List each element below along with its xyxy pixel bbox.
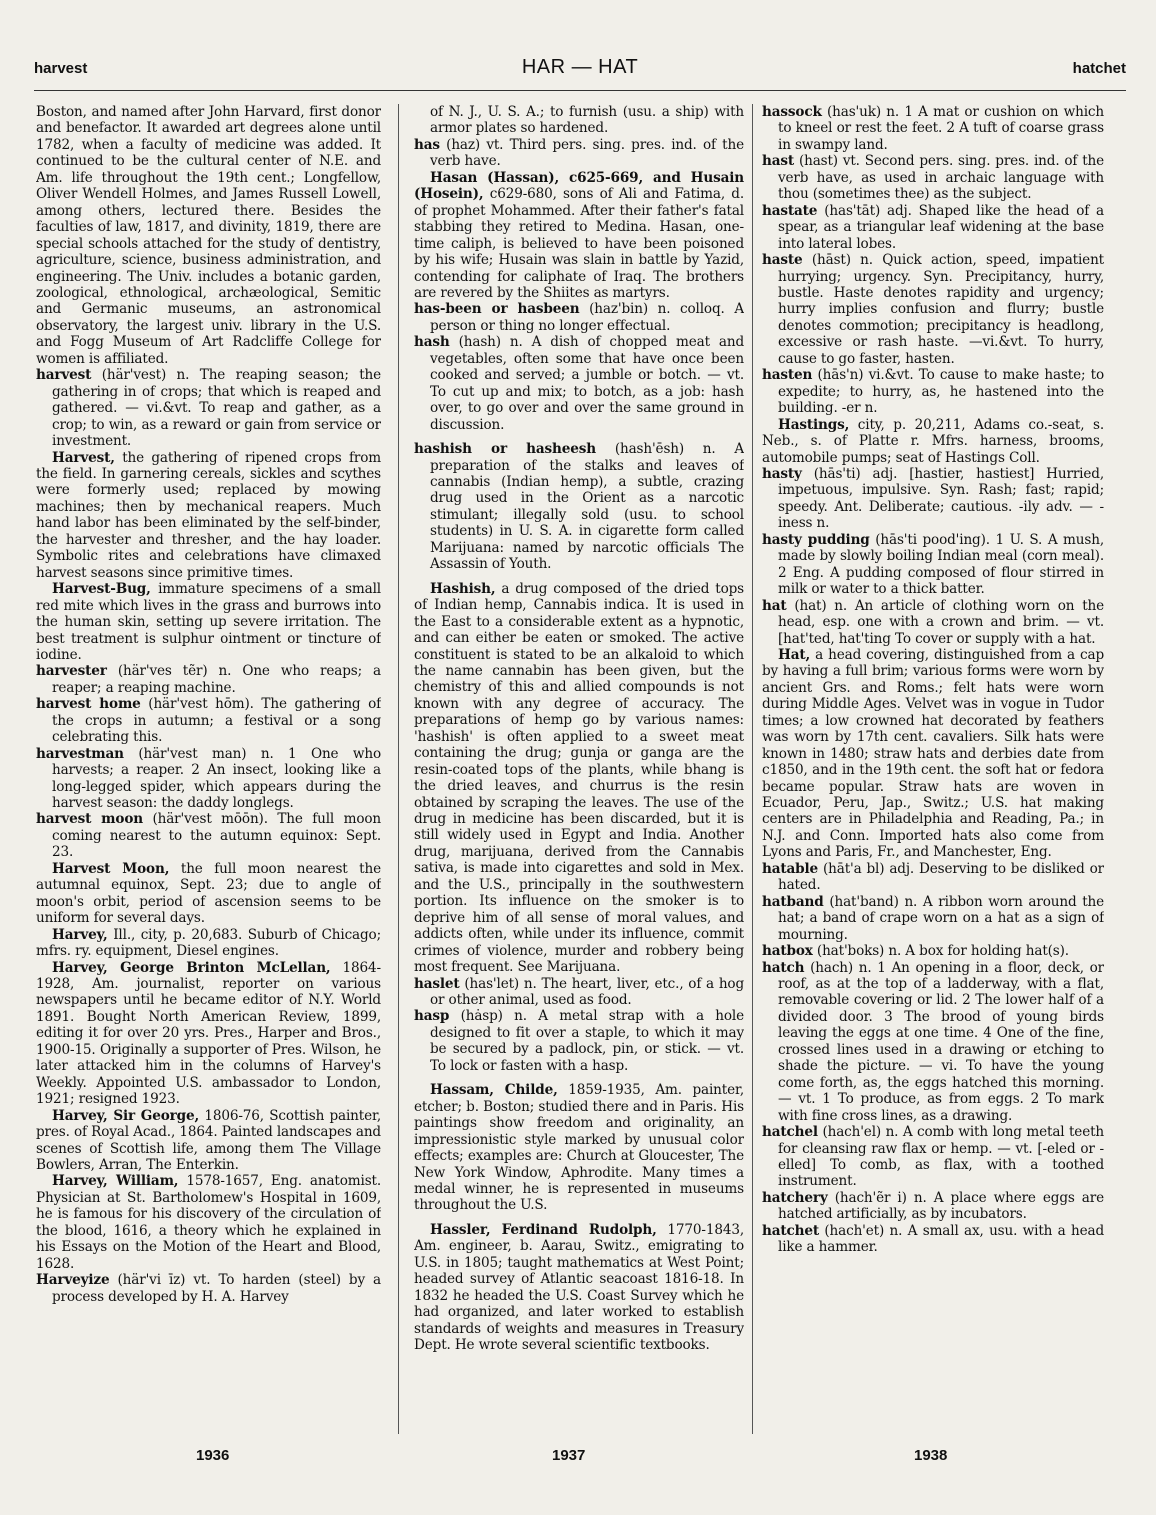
dictionary-entry	[36, 811, 381, 860]
definition-text: 1806-76, Scottish painter, pres. of Royal Acad., 1864. Painted landscapes and scenes of Scottish life, among them The Village Bowlers, Arran, The Enterkin.	[36, 1107, 381, 1173]
definition-text: a head covering, distinguished from a cap by having a full brim; various forms were worn by ancient Grs. and Roms.; felt hats were worn during Middle Ages. Velvet was in vogue in Tudor times; a low crowned hat decorated by feathers was worn by 17th cent. cavaliers. Silk hats were known in 1480; straw hats and derbies date from c1850, and in the 19th cent. the soft hat or fedora became popular. Straw hats are woven in Ecuador, Peru, Jap., Switz.; U.S. hat making centers are in Philadelphia and Reading, Pa.; in N.J. and Conn. Imported hats also come from Lyons and Paris, Fr., and Manchester, Eng.	[762, 646, 1104, 861]
definition-text: 1578-1657, Eng. anatomist. Physician at St. Bartholomew's Hospital in 1609, he is famous for his discovery of the circulation of the blood, 1616, a theory which he explained in his Essays on the Motion of the Heart and Blood, 1628.	[36, 1173, 381, 1272]
dictionary-entry	[762, 1190, 1104, 1223]
column-divider	[398, 104, 399, 1434]
definition-text: immature specimens of a small red mite which lives in the grass and burrows into the human skin, setting up severe irritation. The best treatment is sulphur ointment or tincture of iodine.	[36, 581, 381, 663]
entry-gap	[414, 1074, 744, 1082]
headword: Harvest-Bug,	[52, 581, 151, 598]
entry-gap	[414, 573, 744, 581]
headword: Hastings,	[778, 416, 850, 433]
definition-text: the full moon nearest the autumnal equinox, Sept. 23; due to angle of moon's orbit, period of ascension seems to be uniform for several days.	[36, 860, 381, 927]
page-number-right: 1938	[914, 1447, 948, 1464]
headword: Harvey, George Brinton McLellan,	[52, 959, 331, 976]
definition-text: 1859-1935, Am. painter, etcher; b. Boston; studied there and in Paris. His paintings show freedom and originality, an impressionistic style marked by unusual color effects; examples are: Church at Gloucester, The New York Window, Aphrodite. Many times a medal winner, he is represented in museums throughout the U.S.	[414, 1082, 744, 1214]
dictionary-entry	[414, 137, 744, 170]
headword: hatable	[762, 860, 819, 877]
headword: hasp	[414, 1008, 450, 1025]
definition-text: (has'tāt) adj. Shaped like the head of a spear, as a triangular leaf widening at the base into lateral lobes.	[778, 202, 1104, 252]
dictionary-entry	[414, 441, 744, 573]
definition-text: 1770-1843, Am. engineer, b. Aarau, Switz., emigrating to U.S. in 1805; taught mathematics at West Point; headed survey of Atlantic seacoast 1816-18. In 1832 he headed the U.S. Coast Survey which he had organized, and later worked to establish standards of weights and measures in Treasury Dept. He wrote several scientific textbooks.	[414, 1221, 744, 1354]
definition-text: (hās'ti) adj. [hastier, hastiest] Hurried, impetuous, impulsive. Syn. Rash; fast; rapid; speedy. Ant. Deliberate; cautious. -ily adv. — -iness n.	[778, 465, 1104, 532]
encyclopedic-entry	[762, 417, 1104, 466]
headword: Harveyize	[36, 1272, 110, 1289]
encyclopedic-entry	[36, 927, 381, 960]
page-header	[34, 56, 1126, 86]
definition-text: (här'vest mōōn). The full moon coming nearest to the autumn equinox: Sept. 23.	[52, 811, 381, 861]
headword: haste	[762, 252, 803, 269]
headword: has-been or hasbeen	[414, 301, 580, 318]
dictionary-entry	[414, 104, 744, 137]
headword: hatbox	[762, 943, 813, 960]
dictionary-entry	[762, 894, 1104, 943]
dictionary-entry	[762, 861, 1104, 894]
definition-text: (här'vest man) n. 1 One who harvests; a reaper. 2 An insect, looking like a long-legged spider, which appears during the harvest season: the daddy longlegs.	[52, 745, 381, 812]
dictionary-entry	[36, 746, 381, 812]
dictionary-entry	[762, 252, 1104, 367]
dictionary-entry	[762, 598, 1104, 647]
encyclopedic-entry	[36, 1108, 381, 1174]
encyclopedic-entry	[36, 1173, 381, 1272]
definition-text: Ill., city, p. 20,683. Suburb of Chicago; mfrs. ry. equipment, Diesel engines.	[36, 926, 381, 960]
definition-text: (haz'bin) n. colloq. A person or thing no longer effectual.	[430, 301, 744, 334]
definition-text: c629-680, sons of Ali and Fatima, d. of prophet Mohammed. After their father's fatal stabbing they retired to Medina. Hasan, one-time caliph, is believed to have been poisoned by his wife; Husain was slain in battle by Yazid, contending for caliphate of Iraq. The brothers are revered by the Shiites as martyrs.	[414, 186, 744, 301]
dictionary-entry	[762, 153, 1104, 202]
page-number-left: 1936	[196, 1447, 230, 1464]
dictionary-entry	[36, 104, 381, 367]
headword: Hassler, Ferdinand Rudolph,	[430, 1221, 657, 1238]
headword: hashish or hasheesh	[414, 441, 597, 458]
headword: hatchery	[762, 1189, 828, 1206]
dictionary-entry	[762, 1124, 1104, 1190]
dictionary-entry	[762, 367, 1104, 416]
definition-text: city, p. 20,211, Adams co.-seat, s. Neb., s. of Platte r. Mfrs. harness, brooms, automobile pumps; seat of Hastings Coll.	[762, 416, 1104, 466]
guide-word-left: harvest	[34, 60, 88, 77]
definition-text: (hast) vt. Second pers. sing. pres. ind. of the verb have, as used in archaic language with thou (sometimes thee) as the subject.	[778, 153, 1104, 203]
headword: hatchet	[762, 1222, 820, 1239]
definition-text: (här'vest hōm). The gathering of the crops in autumn; a festival or a song celebrating this.	[52, 696, 381, 746]
definition-text: of N. J., U. S. A.; to furnish (usu. a ship) with armor plates so hardened.	[430, 104, 744, 137]
headword: Hassam, Childe,	[430, 1082, 558, 1099]
headword: hasten	[762, 367, 813, 384]
definition-text: (haz) vt. Third pers. sing. pres. ind. of the verb have.	[430, 136, 744, 170]
definition-text: (hās'n) vi.&vt. To cause to make haste; to expedite; to hurry, as, he hastened into the building. -er n.	[778, 367, 1104, 417]
definition-text: (hach'et) n. A small ax, usu. with a head like a hammer.	[778, 1222, 1104, 1256]
headword: hast	[762, 153, 795, 170]
headword: Harvest Moon,	[52, 860, 170, 877]
headword: hastate	[762, 202, 818, 219]
entry-gap	[414, 433, 744, 441]
dictionary-entry	[414, 1008, 744, 1074]
definition-text: (hat'boks) n. A box for holding hat(s).	[816, 943, 1069, 960]
column-2	[414, 104, 744, 1434]
dictionary-entry	[762, 960, 1104, 1125]
headword: harvester	[36, 663, 107, 680]
headword: hasty pudding	[762, 531, 870, 548]
encyclopedic-entry	[414, 170, 744, 302]
encyclopedic-entry	[414, 1222, 744, 1354]
encyclopedic-entry	[36, 581, 381, 663]
headword: Hasan (Hassan), c625-669, and Husain (Hosein),	[414, 169, 744, 203]
headword: haslet	[414, 975, 460, 992]
headword: Harvest,	[52, 449, 115, 466]
running-head: HAR — HAT	[521, 56, 639, 78]
dictionary-entry	[414, 301, 744, 334]
dictionary-entry	[762, 532, 1104, 598]
definition-text: (hash'ēsh) n. A preparation of the stalks and leaves of cannabis (Indian hemp), a subtle, crazing drug used in the Orient as a narcotic stimulant; illegally sold (usu. to school students) in U. S. A. in cigarette form called Marijuana: named by narcotic officials The Assassin of Youth.	[430, 441, 744, 573]
column-3	[762, 104, 1104, 1434]
encyclopedic-entry	[414, 581, 744, 976]
headword: hasty	[762, 465, 802, 482]
encyclopedic-entry	[36, 450, 381, 582]
dictionary-entry	[36, 696, 381, 745]
definition-text: (has'let) n. The heart, liver, etc., of a hog or other animal, used as food.	[430, 975, 744, 1009]
headword: Harvey,	[52, 926, 108, 943]
headword: hash	[414, 334, 450, 351]
definition-text: the gathering of ripened crops from the field. In garnering cereals, sickles and scythes were formerly used; replaced by mowing machines; then by mechanical reapers. Much hand labor has been eliminated by the self-binder, the harvester and thresher, and the hay loader. Symbolic rites and celebrations have climaxed harvest seasons since primitive times.	[36, 449, 381, 581]
headword: harvest	[36, 367, 92, 384]
definition-text: Boston, and named after John Harvard, first donor and benefactor. It awarded art degrees alone until 1782, when a faculty of medicine was added. It continued to be the cultural center of N.E. and Am. life throughout the 19th cent.; Longfellow, Oliver Wendell Holmes, and James Russell Lowell, among others, lectured there. Besides the faculties of law, 1817, and divinity, 1819, there are special schools attached for the study of dentistry, agriculture, science, business administration, and engineering. The Univ. includes a botanic garden, zoological, ethnological, archæological, Semitic and Germanic museums, an astronomical observatory, the largest univ. library in the U.S. and Fogg Museum of Art Radcliffe College for women is affiliated.	[36, 104, 381, 367]
dictionary-entry	[414, 976, 744, 1009]
definition-text: (hās'ti pood'ing). 1 U. S. A mush, made by slowly boiling Indian meal (corn meal). 2 Eng. A pudding composed of flour stirred in milk or water to a thick batter.	[778, 531, 1104, 598]
definition-text: (här'vest) n. The reaping season; the gathering in of crops; that which is reaped and gathered. — vi.&vt. To reap and gather, as a crop; to win, as a reward or gain from service or investment.	[52, 367, 381, 450]
headword: Harvey, Sir George,	[52, 1107, 200, 1124]
dictionary-entry	[414, 334, 744, 433]
dictionary-entry	[36, 1272, 381, 1305]
headword: harvest moon	[36, 811, 143, 828]
headword: Harvey, William,	[52, 1173, 179, 1190]
headword: has	[414, 136, 440, 153]
headword: hatch	[762, 959, 805, 976]
encyclopedic-entry	[36, 861, 381, 927]
definition-text: (här'vi īz) vt. To harden (steel) by a process developed by H. A. Harvey	[52, 1272, 381, 1305]
dictionary-entry	[36, 663, 381, 696]
definition-text: (has'uk) n. 1 A mat or cushion on which to kneel or rest the feet. 2 A tuft of coarse grass in swampy land.	[778, 104, 1104, 153]
page-number-center: 1937	[552, 1447, 586, 1464]
headword: hatchel	[762, 1124, 818, 1141]
definition-text: (hāt'a bl) adj. Deserving to be disliked or hated.	[778, 860, 1104, 894]
definition-text: a drug composed of the dried tops of Indian hemp, Cannabis indica. It is used in the East to a considerable extent as a hypnotic, and can either be eaten or smoked. The active constituent is stated to be an alkaloid to which the name cannabin has been given, but the chemistry of this and allied compounds is not known with any degree of accuracy. The preparations of hemp go by various names: 'hashish' is often applied to a sweet meat containing the drug; gunja or ganga are the resin-coated tops of the plants, while bhang is the dried leaves, and churrus is the resin obtained by scraping the leaves. The use of the drug in medicine has been discarded, but it is still widely used in Egypt and India. Another drug, marijuana, derived from the Cannabis sativa, is made into cigarettes and sold in Mex. and the U.S., principally in the southwestern portion. Its influence on the smoker is to deprive him of all sense of moral values, and addicts often, while under its influence, commit crimes of violence, murder and robbery being most frequent. See Marijuana.	[414, 580, 744, 976]
definition-text: (hach) n. 1 An opening in a floor, deck, or roof, as at the top of a ladderway, with a flat, removable covering or lid. 2 The lower half of a divided door. 3 The brood of young birds leaving the eggs at one time. 4 One of the fine, crossed lines used in a drawing or etching to shade the picture. — vi. To have the young come forth, as, the eggs hatched this morning. — vt. 1 To produce, as from eggs. 2 To mark with fine cross lines, as a drawing.	[778, 959, 1104, 1124]
encyclopedic-entry	[414, 1082, 744, 1214]
definition-text: (hach'ẽr i) n. A place where eggs are hatched artificially, as by incubators.	[778, 1189, 1104, 1223]
headword: harvest home	[36, 696, 141, 713]
definition-text: (hat'band) n. A ribbon worn around the hat; a band of crape worn on a hat as a sign of mourning.	[778, 893, 1104, 943]
headword: harvestman	[36, 745, 124, 762]
dictionary-entry	[762, 203, 1104, 252]
column-divider	[752, 104, 753, 1434]
definition-text: (här'ves tẽr) n. One who reaps; a reaper; a reaping machine.	[52, 663, 381, 696]
encyclopedic-entry	[762, 647, 1104, 861]
definition-text: (hȧsp) n. A metal strap with a hole designed to fit over a staple, to which it may be secured by a padlock, pin, or stick. — vt. To lock or fasten with a hasp.	[430, 1008, 744, 1074]
headword: hatband	[762, 893, 824, 910]
dictionary-entry	[762, 104, 1104, 153]
definition-text: 1864-1928, Am. journalist, reporter on various newspapers until he became editor of N.Y. World 1891. Bought North American Review, 1899, editing it for over 20 yrs. Pres., Harper and Bros., 1900-15. Originally a supporter of Pres. Wilson, he later attacked him in the columns of Harvey's Weekly. Appointed U.S. ambassador to London, 1921; resigned 1923.	[36, 959, 381, 1108]
headword: Hat,	[778, 646, 811, 663]
dictionary-entry	[762, 1223, 1104, 1256]
headword: hassock	[762, 104, 822, 120]
entry-gap	[414, 1214, 744, 1222]
definition-text: (hat) n. An article of clothing worn on the head, esp. one with a crown and brim. — vt. [hat'ted, hat'ting To cover or supply with a hat.	[778, 597, 1104, 647]
definition-text: (hāst) n. Quick action, speed, impatient hurrying; urgency. Syn. Precipitancy, hurry, bustle. Haste denotes rapidity and urgency; hurry implies confusion and flurry; bustle denotes commotion; precipitancy is headlong, excessive or rash haste. —vi.&vt. To hurry, cause to go faster, hasten.	[778, 252, 1104, 367]
dictionary-entry	[36, 367, 381, 449]
dictionary-entry	[762, 943, 1104, 959]
definition-text: (hash) n. A dish of chopped meat and vegetables, often some that have once been cooked and served; a jumble or botch. — vt. To cut up and mix; to botch, as a job: hash over, to go over and over the same ground in discussion.	[430, 334, 744, 433]
guide-word-right: hatchet	[1072, 60, 1126, 77]
dictionary-entry	[762, 466, 1104, 532]
column-1	[36, 104, 381, 1434]
encyclopedic-entry	[36, 960, 381, 1108]
definition-text: (hach'el) n. A comb with long metal teeth for cleansing raw flax or hemp. — vt. [-eled or -elled] To comb, as flax, with a toothed instrument.	[778, 1124, 1104, 1190]
header-rule	[34, 90, 1126, 91]
headword: Hashish,	[430, 580, 496, 597]
headword: hat	[762, 597, 787, 614]
